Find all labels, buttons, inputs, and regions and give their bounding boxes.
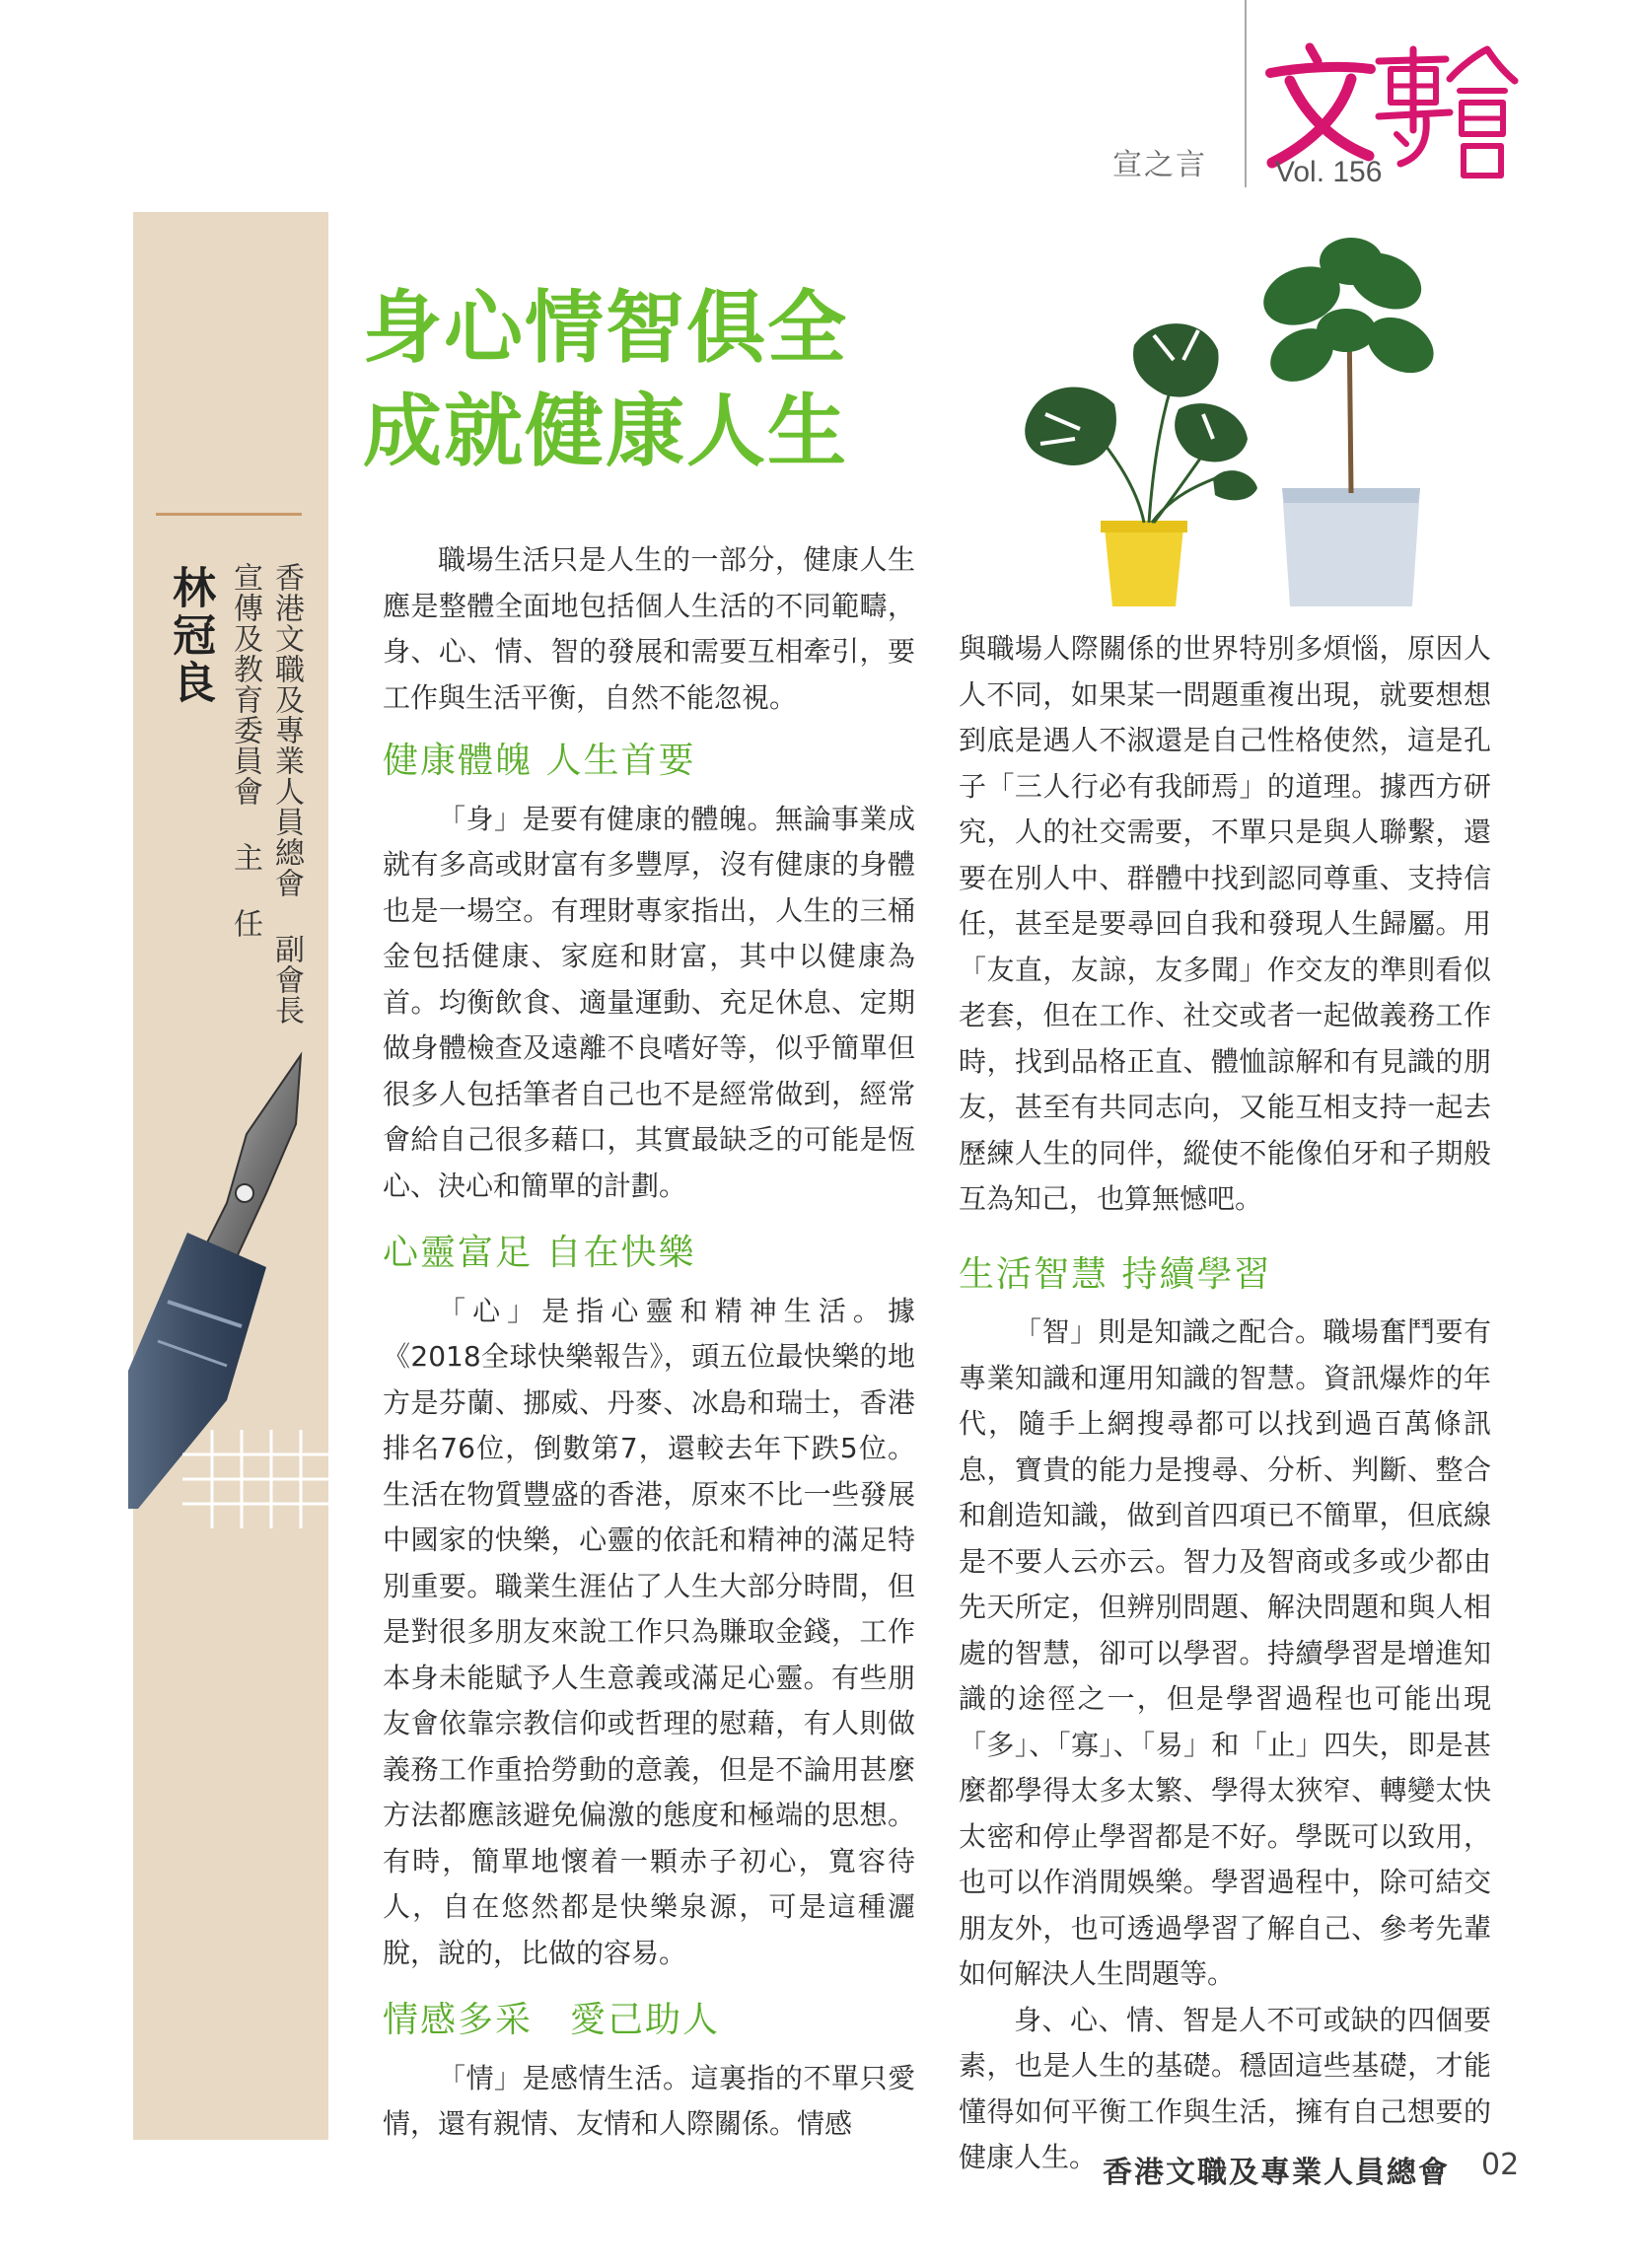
paragraph-emotion-continued: 與職場人際關係的世界特別多煩惱，原因人人不同，如果某一問題重複出現，就要想想到底是遇人不淑還是自己性格使然，這是孔子「三人行必有我師焉」的道理。據西方研究，人的社交需要，不單只是與人聯繫，還要在別人中、群體中找到認同尊重、支持信任，甚至是要尋回自我和發現人生歸屬。用「友直，友諒，友多聞」作交友的準則看似老套，但在工作、社交或者一起做義務工作時，找到品格正直、體恤諒解和有見識的朋友，甚至有共同志向，又能互相支持一起去歷練人生的同伴，縱使不能像伯牙和子期般互為知己，也算無憾吧。 [959, 632, 1491, 1215]
section-heading-wisdom: 生活智慧 持續學習 [959, 1253, 1272, 1295]
section-label: 宣之言 [1112, 148, 1207, 182]
intro-paragraph: 職場生活只是人生的一部分，健康人生應是整體全面地包括個人生活的不同範疇，身、心、情、智的發展和需要互相牽引，要工作與生活平衡，自然不能忽視。 [383, 543, 915, 714]
header-divider [1245, 0, 1247, 187]
author-org-title: 香港文職及專業人員總會 副會長 [269, 562, 304, 1026]
article-title-line2: 成就健康人生 [363, 386, 848, 477]
article-column-1 [383, 537, 915, 2148]
paragraph-mind: 「心」是指心靈和精神生活。據《2018全球快樂報告》，頭五位最快樂的地方是芬蘭、挪威、丹麥、冰島和瑞士，香港排名76位，倒數第7，還較去年下跌5位。生活在物質豐盛的香港，原來不比一些發展中國家的快樂，心靈的依託和精神的滿足特別重要。職業生涯佔了人生大部分時間，但是對很多朋友來說工作只為賺取金錢，工作本身未能賦予人生意義或滿足心靈。有些朋友會依靠宗教信仰或哲理的慰藉，有人則做義務工作重拾勞動的意義，但是不論用甚麼方法都應該避免偏激的態度和極端的思想。有時，簡單地懷着一顆赤子初心，寬容待人，自在悠然都是快樂泉源，可是這種灑脫，說的，比做的容易。 [383, 1294, 915, 1969]
article-title-line1: 身心情智俱全 [363, 282, 848, 374]
author-name: 林冠良 [165, 565, 215, 707]
section-heading-mind: 心靈富足 自在快樂 [383, 1233, 696, 1273]
section-heading-emotion: 情感多采 愛己助人 [383, 2000, 721, 2040]
potted-plants-illustration [1006, 237, 1440, 611]
section-heading-body: 健康體魄 人生首要 [383, 741, 696, 781]
paragraph-conclusion: 身、心、情、智是人不可或缺的四個要素，也是人生的基礎。穩固這些基礎，才能懂得如何平衡工作與生活，擁有自己想要的健康人生。 [959, 2003, 1491, 2173]
paragraph-body: 「身」是要有健康的體魄。無論事業成就有多高或財富有多豐厚，沒有健康的身體也是一場空。有理財專家指出，人生的三桶金包括健康、家庭和財富，其中以健康為首。均衡飲食、適量運動、充足休息、定期做身體檢查及遠離不良嗜好等，似乎簡單但很多人包括筆者自己也不是經常做到，經常會給自己很多藉口，其實最缺乏的可能是恆心、決心和簡單的計劃。 [383, 802, 915, 1202]
grid-decoration [182, 1430, 330, 1528]
footer-organization: 香港文職及專業人員總會 [1103, 2156, 1450, 2190]
magazine-volume: Vol. 156 [1275, 156, 1383, 188]
article-column-2 [959, 626, 1491, 2181]
page-number: 02 [1481, 2148, 1520, 2182]
paragraph-wisdom: 「智」則是知識之配合。職場奮鬥要有專業知識和運用知識的智慧。資訊爆炸的年代，隨手上網搜尋都可以找到過百萬條訊息，寶貴的能力是搜尋、分析、判斷、整合和創造知識，做到首四項已不簡單，但底線是不要人云亦云。智力及智商或多或少都由先天所定，但辨別問題、解決問題和與人相處的智慧，卻可以學習。持續學習是增進知識的途徑之一，但是學習過程也可能出現「多」、「寡」、「易」和「止」四失，即是甚麼都學得太多太繁、學得太狹窄、轉變太快太密和停止學習都是不好。學既可以致用，也可以作消閒娛樂。學習過程中，除可結交朋友外，也可透過學習了解自己、參考先輩如何解決人生問題等。 [959, 1315, 1491, 1990]
side-rule [156, 513, 302, 516]
author-committee-title: 宣傳及教育委員會 主 任 [228, 562, 262, 939]
paragraph-emotion: 「情」是感情生活。這裏指的不單只愛情，還有親情、友情和人際關係。情感 [383, 2061, 915, 2140]
